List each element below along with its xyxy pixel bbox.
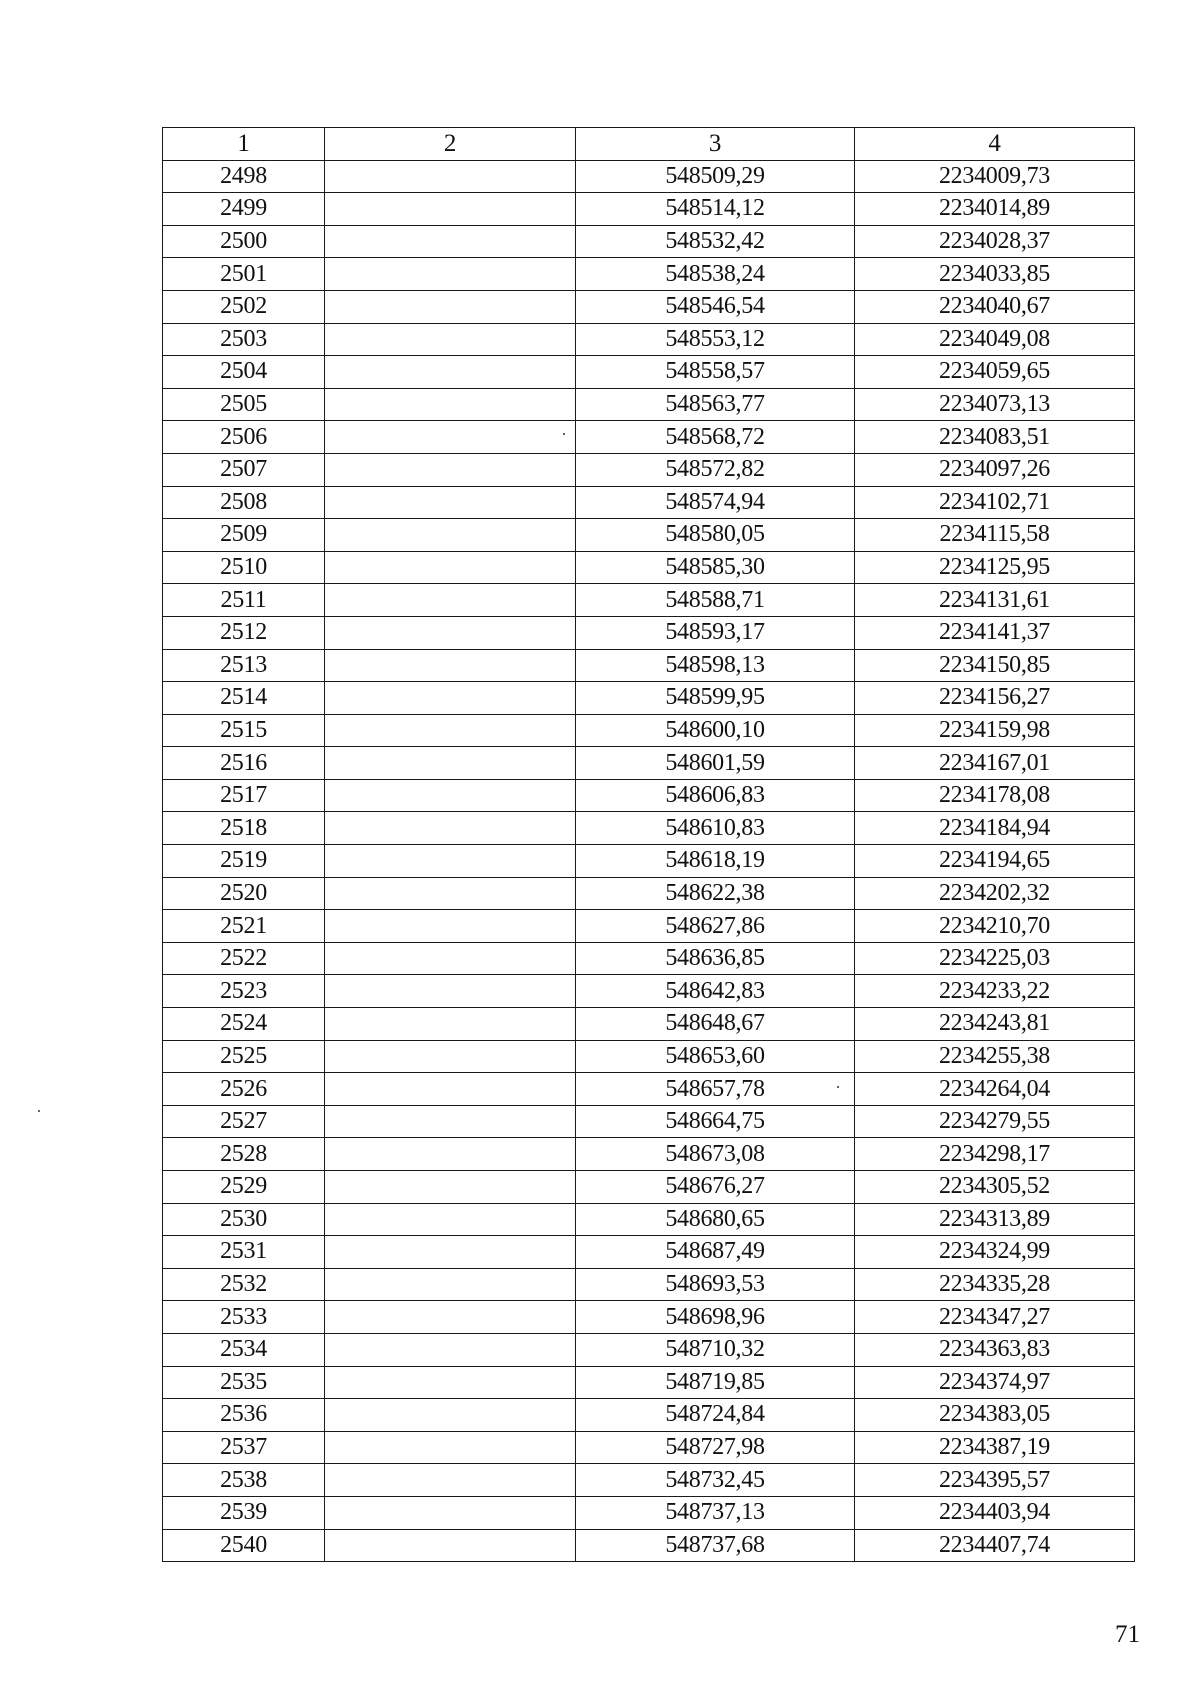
description-cell xyxy=(325,1268,576,1301)
table-row xyxy=(163,1333,1135,1366)
description-cell xyxy=(325,356,576,389)
x-coordinate-cell: 548532,42 xyxy=(576,225,855,258)
point-number-cell: 2502 xyxy=(163,290,325,323)
point-number-cell: 2537 xyxy=(163,1431,325,1464)
x-coordinate-cell: 548657,78 xyxy=(576,1073,855,1106)
page-number: 71 xyxy=(1115,1621,1140,1648)
y-coordinate-cell: 2234279,55 xyxy=(855,1105,1135,1138)
table-row xyxy=(163,1040,1135,1073)
x-coordinate-cell: 548732,45 xyxy=(576,1464,855,1497)
description-cell xyxy=(325,682,576,715)
table-row xyxy=(163,225,1135,258)
table-row xyxy=(163,910,1135,943)
x-coordinate-cell: 548563,77 xyxy=(576,388,855,421)
y-coordinate-cell: 2234324,99 xyxy=(855,1236,1135,1269)
description-cell xyxy=(325,845,576,878)
table-header xyxy=(163,128,1135,161)
x-coordinate-cell: 548546,54 xyxy=(576,290,855,323)
y-coordinate-cell: 2234347,27 xyxy=(855,1301,1135,1334)
point-number-cell: 2515 xyxy=(163,714,325,747)
table-row xyxy=(163,779,1135,812)
description-cell xyxy=(325,649,576,682)
point-number-cell: 2526 xyxy=(163,1073,325,1106)
x-coordinate-cell: 548627,86 xyxy=(576,910,855,943)
point-number-cell: 2540 xyxy=(163,1529,325,1562)
y-coordinate-cell: 2234194,65 xyxy=(855,845,1135,878)
x-coordinate-cell: 548601,59 xyxy=(576,747,855,780)
x-coordinate-cell: 548509,29 xyxy=(576,160,855,193)
description-cell xyxy=(325,1105,576,1138)
scan-speck xyxy=(563,433,565,435)
table-row xyxy=(163,519,1135,552)
x-coordinate-cell: 548618,19 xyxy=(576,845,855,878)
point-number-cell: 2505 xyxy=(163,388,325,421)
y-coordinate-cell: 2234049,08 xyxy=(855,323,1135,356)
y-coordinate-cell: 2234243,81 xyxy=(855,1008,1135,1041)
description-cell xyxy=(325,714,576,747)
table-row xyxy=(163,649,1135,682)
table-body xyxy=(163,160,1135,1562)
point-number-cell: 2532 xyxy=(163,1268,325,1301)
x-coordinate-cell: 548737,13 xyxy=(576,1496,855,1529)
scan-speck xyxy=(38,1110,40,1112)
description-cell xyxy=(325,1399,576,1432)
x-coordinate-cell: 548642,83 xyxy=(576,975,855,1008)
point-number-cell: 2511 xyxy=(163,584,325,617)
coordinates-table xyxy=(162,127,1135,1562)
y-coordinate-cell: 2234264,04 xyxy=(855,1073,1135,1106)
point-number-cell: 2512 xyxy=(163,616,325,649)
x-coordinate-cell: 548737,68 xyxy=(576,1529,855,1562)
x-coordinate-cell: 548553,12 xyxy=(576,323,855,356)
x-coordinate-cell: 548598,13 xyxy=(576,649,855,682)
table-row xyxy=(163,486,1135,519)
y-coordinate-cell: 2234407,74 xyxy=(855,1529,1135,1562)
x-coordinate-cell: 548572,82 xyxy=(576,453,855,486)
x-coordinate-cell: 548680,65 xyxy=(576,1203,855,1236)
table-row xyxy=(163,1008,1135,1041)
header-row xyxy=(163,128,1135,161)
point-number-cell: 2538 xyxy=(163,1464,325,1497)
point-number-cell: 2519 xyxy=(163,845,325,878)
y-coordinate-cell: 2234178,08 xyxy=(855,779,1135,812)
description-cell xyxy=(325,975,576,1008)
point-number-cell: 2536 xyxy=(163,1399,325,1432)
table-row xyxy=(163,1105,1135,1138)
x-coordinate-cell: 548693,53 xyxy=(576,1268,855,1301)
table-row xyxy=(163,160,1135,193)
description-cell xyxy=(325,225,576,258)
y-coordinate-cell: 2234403,94 xyxy=(855,1496,1135,1529)
y-coordinate-cell: 2234335,28 xyxy=(855,1268,1135,1301)
table-row xyxy=(163,1496,1135,1529)
point-number-cell: 2531 xyxy=(163,1236,325,1269)
table-row xyxy=(163,388,1135,421)
table-row xyxy=(163,1464,1135,1497)
y-coordinate-cell: 2234033,85 xyxy=(855,258,1135,291)
scan-speck xyxy=(837,1086,839,1088)
table-row xyxy=(163,453,1135,486)
point-number-cell: 2517 xyxy=(163,779,325,812)
y-coordinate-cell: 2234059,65 xyxy=(855,356,1135,389)
table-row xyxy=(163,584,1135,617)
table-row xyxy=(163,616,1135,649)
x-coordinate-cell: 548622,38 xyxy=(576,877,855,910)
y-coordinate-cell: 2234387,19 xyxy=(855,1431,1135,1464)
x-coordinate-cell: 548653,60 xyxy=(576,1040,855,1073)
x-coordinate-cell: 548710,32 xyxy=(576,1333,855,1366)
point-number-cell: 2516 xyxy=(163,747,325,780)
description-cell xyxy=(325,1529,576,1562)
table-row xyxy=(163,1431,1135,1464)
point-number-cell: 2506 xyxy=(163,421,325,454)
point-number-cell: 2508 xyxy=(163,486,325,519)
table-row xyxy=(163,747,1135,780)
y-coordinate-cell: 2234131,61 xyxy=(855,584,1135,617)
table-row xyxy=(163,1268,1135,1301)
table-row xyxy=(163,877,1135,910)
description-cell xyxy=(325,584,576,617)
point-number-cell: 2522 xyxy=(163,942,325,975)
description-cell xyxy=(325,910,576,943)
point-number-cell: 2501 xyxy=(163,258,325,291)
y-coordinate-cell: 2234156,27 xyxy=(855,682,1135,715)
point-number-cell: 2507 xyxy=(163,453,325,486)
x-coordinate-cell: 548673,08 xyxy=(576,1138,855,1171)
x-coordinate-cell: 548600,10 xyxy=(576,714,855,747)
point-number-cell: 2539 xyxy=(163,1496,325,1529)
table-row xyxy=(163,942,1135,975)
point-number-cell: 2534 xyxy=(163,1333,325,1366)
x-coordinate-cell: 548574,94 xyxy=(576,486,855,519)
x-coordinate-cell: 548606,83 xyxy=(576,779,855,812)
point-number-cell: 2530 xyxy=(163,1203,325,1236)
y-coordinate-cell: 2234073,13 xyxy=(855,388,1135,421)
y-coordinate-cell: 2234363,83 xyxy=(855,1333,1135,1366)
description-cell xyxy=(325,258,576,291)
y-coordinate-cell: 2234097,26 xyxy=(855,453,1135,486)
description-cell xyxy=(325,323,576,356)
point-number-cell: 2503 xyxy=(163,323,325,356)
point-number-cell: 2500 xyxy=(163,225,325,258)
point-number-cell: 2524 xyxy=(163,1008,325,1041)
point-number-cell: 2518 xyxy=(163,812,325,845)
description-cell xyxy=(325,1073,576,1106)
point-number-cell: 2535 xyxy=(163,1366,325,1399)
y-coordinate-cell: 2234298,17 xyxy=(855,1138,1135,1171)
y-coordinate-cell: 2234125,95 xyxy=(855,551,1135,584)
description-cell xyxy=(325,616,576,649)
x-coordinate-cell: 548676,27 xyxy=(576,1171,855,1204)
x-coordinate-cell: 548538,24 xyxy=(576,258,855,291)
y-coordinate-cell: 2234040,67 xyxy=(855,290,1135,323)
point-number-cell: 2509 xyxy=(163,519,325,552)
description-cell xyxy=(325,1333,576,1366)
table-row xyxy=(163,258,1135,291)
column-header-2: 2 xyxy=(325,128,576,161)
point-number-cell: 2527 xyxy=(163,1105,325,1138)
x-coordinate-cell: 548698,96 xyxy=(576,1301,855,1334)
table-row xyxy=(163,1301,1135,1334)
table-row xyxy=(163,1399,1135,1432)
point-number-cell: 2504 xyxy=(163,356,325,389)
y-coordinate-cell: 2234255,38 xyxy=(855,1040,1135,1073)
x-coordinate-cell: 548514,12 xyxy=(576,193,855,226)
point-number-cell: 2498 xyxy=(163,160,325,193)
description-cell xyxy=(325,1464,576,1497)
y-coordinate-cell: 2234225,03 xyxy=(855,942,1135,975)
description-cell xyxy=(325,453,576,486)
description-cell xyxy=(325,421,576,454)
column-header-4: 4 xyxy=(855,128,1135,161)
y-coordinate-cell: 2234159,98 xyxy=(855,714,1135,747)
table-row xyxy=(163,323,1135,356)
point-number-cell: 2529 xyxy=(163,1171,325,1204)
table-row xyxy=(163,1138,1135,1171)
x-coordinate-cell: 548724,84 xyxy=(576,1399,855,1432)
description-cell xyxy=(325,1431,576,1464)
x-coordinate-cell: 548610,83 xyxy=(576,812,855,845)
y-coordinate-cell: 2234009,73 xyxy=(855,160,1135,193)
y-coordinate-cell: 2234102,71 xyxy=(855,486,1135,519)
description-cell xyxy=(325,779,576,812)
x-coordinate-cell: 548593,17 xyxy=(576,616,855,649)
table-row xyxy=(163,1366,1135,1399)
table-row xyxy=(163,421,1135,454)
x-coordinate-cell: 548664,75 xyxy=(576,1105,855,1138)
x-coordinate-cell: 548636,85 xyxy=(576,942,855,975)
description-cell xyxy=(325,1301,576,1334)
y-coordinate-cell: 2234184,94 xyxy=(855,812,1135,845)
table-row xyxy=(163,975,1135,1008)
x-coordinate-cell: 548727,98 xyxy=(576,1431,855,1464)
point-number-cell: 2523 xyxy=(163,975,325,1008)
description-cell xyxy=(325,812,576,845)
table-row xyxy=(163,193,1135,226)
y-coordinate-cell: 2234233,22 xyxy=(855,975,1135,1008)
point-number-cell: 2510 xyxy=(163,551,325,584)
x-coordinate-cell: 548580,05 xyxy=(576,519,855,552)
description-cell xyxy=(325,1203,576,1236)
description-cell xyxy=(325,1236,576,1269)
x-coordinate-cell: 548558,57 xyxy=(576,356,855,389)
table-row xyxy=(163,1203,1135,1236)
y-coordinate-cell: 2234141,37 xyxy=(855,616,1135,649)
description-cell xyxy=(325,486,576,519)
description-cell xyxy=(325,1496,576,1529)
x-coordinate-cell: 548568,72 xyxy=(576,421,855,454)
y-coordinate-cell: 2234202,32 xyxy=(855,877,1135,910)
column-header-3: 3 xyxy=(576,128,855,161)
y-coordinate-cell: 2234115,58 xyxy=(855,519,1135,552)
y-coordinate-cell: 2234383,05 xyxy=(855,1399,1135,1432)
x-coordinate-cell: 548585,30 xyxy=(576,551,855,584)
point-number-cell: 2514 xyxy=(163,682,325,715)
description-cell xyxy=(325,1008,576,1041)
table-row xyxy=(163,1236,1135,1269)
y-coordinate-cell: 2234374,97 xyxy=(855,1366,1135,1399)
x-coordinate-cell: 548687,49 xyxy=(576,1236,855,1269)
description-cell xyxy=(325,1040,576,1073)
description-cell xyxy=(325,747,576,780)
point-number-cell: 2499 xyxy=(163,193,325,226)
table-row xyxy=(163,290,1135,323)
table-row xyxy=(163,1529,1135,1562)
description-cell xyxy=(325,193,576,226)
description-cell xyxy=(325,519,576,552)
description-cell xyxy=(325,1366,576,1399)
y-coordinate-cell: 2234395,57 xyxy=(855,1464,1135,1497)
y-coordinate-cell: 2234210,70 xyxy=(855,910,1135,943)
column-header-1: 1 xyxy=(163,128,325,161)
point-number-cell: 2520 xyxy=(163,877,325,910)
table-row xyxy=(163,845,1135,878)
x-coordinate-cell: 548648,67 xyxy=(576,1008,855,1041)
description-cell xyxy=(325,290,576,323)
table-row xyxy=(163,682,1135,715)
table-row xyxy=(163,714,1135,747)
description-cell xyxy=(325,1138,576,1171)
point-number-cell: 2525 xyxy=(163,1040,325,1073)
description-cell xyxy=(325,160,576,193)
description-cell xyxy=(325,551,576,584)
point-number-cell: 2521 xyxy=(163,910,325,943)
x-coordinate-cell: 548588,71 xyxy=(576,584,855,617)
y-coordinate-cell: 2234150,85 xyxy=(855,649,1135,682)
y-coordinate-cell: 2234028,37 xyxy=(855,225,1135,258)
y-coordinate-cell: 2234305,52 xyxy=(855,1171,1135,1204)
table-row xyxy=(163,1171,1135,1204)
table-row xyxy=(163,812,1135,845)
y-coordinate-cell: 2234014,89 xyxy=(855,193,1135,226)
y-coordinate-cell: 2234313,89 xyxy=(855,1203,1135,1236)
table-row xyxy=(163,1073,1135,1106)
table-row xyxy=(163,551,1135,584)
description-cell xyxy=(325,942,576,975)
y-coordinate-cell: 2234167,01 xyxy=(855,747,1135,780)
y-coordinate-cell: 2234083,51 xyxy=(855,421,1135,454)
description-cell xyxy=(325,1171,576,1204)
point-number-cell: 2533 xyxy=(163,1301,325,1334)
x-coordinate-cell: 548719,85 xyxy=(576,1366,855,1399)
description-cell xyxy=(325,388,576,421)
x-coordinate-cell: 548599,95 xyxy=(576,682,855,715)
point-number-cell: 2528 xyxy=(163,1138,325,1171)
description-cell xyxy=(325,877,576,910)
table-row xyxy=(163,356,1135,389)
point-number-cell: 2513 xyxy=(163,649,325,682)
